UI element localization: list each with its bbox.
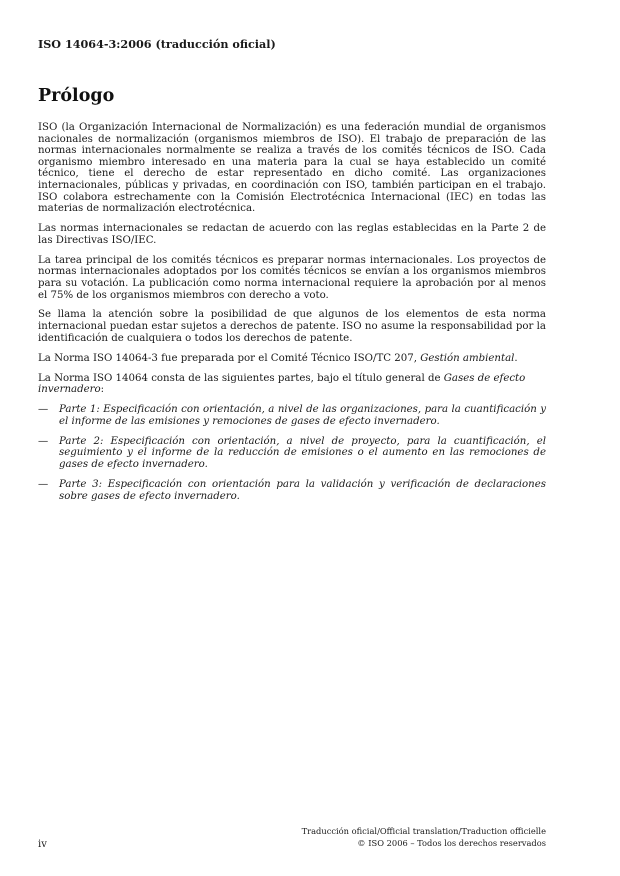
list-item [38, 479, 546, 502]
parts-list [38, 404, 546, 502]
translation-note: Traducción oficial/Official translation/Traduction officielle [301, 826, 546, 836]
foreword-body [38, 122, 546, 511]
prepared-by-end: . [514, 352, 518, 364]
paragraph-technical-committees: La tarea principal de los comités técnicos es preparar normas internacionales. Los proyectos de normas internacionales adoptados por los comités técnicos se envían a los organismos miembros para su votación. La publicación como norma internacional requiere la aprobación por al menos el 75% de los organismos miembros con derecho a voto. [38, 254, 546, 301]
prepared-by-text: La Norma ISO 14064-3 fue preparada por el Comité Técnico ISO/TC 207, [38, 352, 421, 364]
page-number: iv [38, 839, 47, 850]
committee-name: Gestión ambiental [420, 352, 515, 364]
list-item [38, 436, 546, 471]
list-item [38, 404, 546, 427]
paragraph-patent-notice: Se llama la atención sobre la posibilidad de que algunos de los elementos de esta norma internacional puedan estar sujetos a derechos de patente. ISO no asume la responsabilidad por la identificación de cualquiera o todos los derechos de patente. [38, 309, 546, 344]
list-dash: — [38, 435, 49, 447]
copyright-notice: © ISO 2006 – Todos los derechos reservados [357, 837, 546, 848]
paragraph-iso-description: ISO (la Organización Internacional de Normalización) es una federación mundial de organismos nacionales de normalización (organismos miembros de ISO). El trabajo de preparación de las normas internacionales normalmente se realiza a través de los comités técnicos de ISO. Cada organismo miembro interesado en una materia para la cual se haya establecido un comité técnico, tiene el derecho de estar representado en dicho comité. Las organizaciones internacionales, públicas y privadas, en coordinación con ISO, también participan en el trabajo. ISO colabora estrechamente con la Comisión Electrotécnica Internacional (IEC) en todas las materias de normalización electrotécnica. [38, 122, 546, 215]
page-header: ISO 14064-3:2006 (traducción oficial) [38, 37, 276, 51]
parts-intro-end: : [100, 384, 105, 396]
footer-notice [302, 826, 546, 849]
page-title: Prólogo [38, 86, 115, 106]
paragraph-drafting-rules: Las normas internacionales se redactan de acuerdo con las reglas establecidas en la Parte 2 de las Directivas ISO/IEC. [38, 223, 546, 246]
list-item-text: Parte 3: Especificación con orientación para la validación y verificación de declaraciones sobre gases de efecto invernadero. [59, 478, 546, 502]
list-item-text: Parte 2: Especificación con orientación, a nivel de proyecto, para la cuantificación, el seguimiento y el informe de la reducción de emisiones o el aumento en las remociones de gases de efecto invernadero. [59, 435, 546, 470]
general-title: Gases de efecto invernadero [38, 372, 526, 396]
list-dash: — [38, 478, 49, 490]
parts-intro-text: La Norma ISO 14064 consta de las siguientes partes, bajo el título general de [38, 372, 444, 384]
list-dash: — [38, 404, 49, 416]
list-item-text: Parte 1: Especificación con orientación, a nivel de las organizaciones, para la cuantificación y el informe de las emisiones y remociones de gases de efecto invernadero. [59, 404, 546, 427]
paragraph-prepared-by [38, 353, 546, 365]
paragraph-parts-intro [38, 373, 546, 396]
